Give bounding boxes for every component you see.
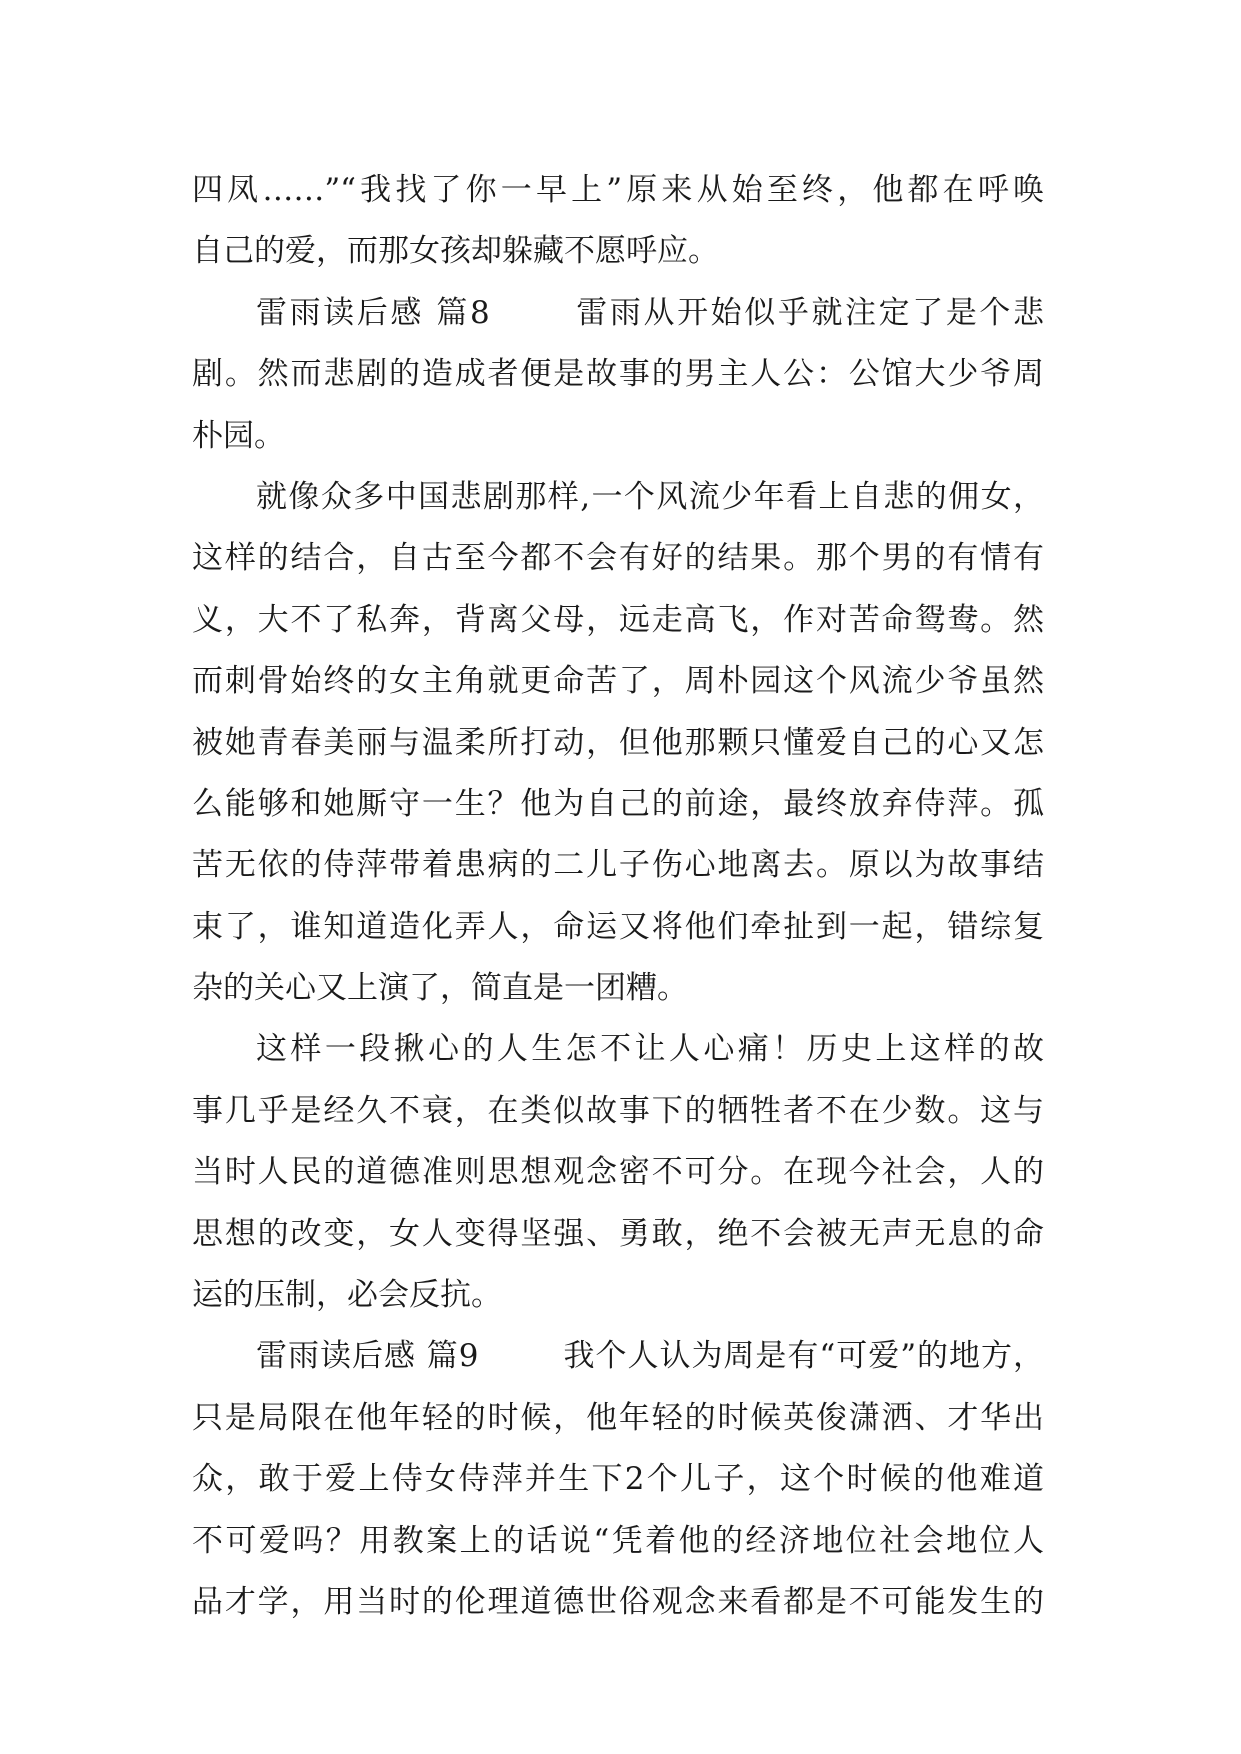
text-line: 品才学，用当时的伦理道德世俗观念来看都是不可能发生的 xyxy=(192,1583,1044,1620)
paragraph-start: 我个人认为周是有“可爱”的地方， xyxy=(562,1338,1044,1375)
text-line: 四凤……”“我找了你一早上”原来从始至终，他都在呼唤 xyxy=(192,172,1044,208)
text-line: 束了，谁知道造化弄人，命运又将他们牵扯到一起，错综复 xyxy=(192,908,1044,945)
text-line: 只是局限在他年轻的时候，他年轻的时候英俊潇洒、才华出 xyxy=(192,1399,1044,1436)
section-heading-line xyxy=(192,1326,1044,1387)
text-line: 思想的改变，女人变得坚强、勇敢，绝不会被无声无息的命 xyxy=(192,1215,1044,1252)
section-heading: 雷雨读后感 篇9 xyxy=(256,1338,479,1375)
text-line: 自己的爱，而那女孩却躲藏不愿呼应。 xyxy=(192,233,719,270)
body-text xyxy=(192,160,1044,1633)
text-line: 运的压制，必会反抗。 xyxy=(192,1277,502,1314)
text-line: 就像众多中国悲剧那样,一个风流少年看上自悲的佣女， xyxy=(256,478,1044,515)
text-line: 苦无依的侍萍带着患病的二儿子伤心地离去。原以为故事结 xyxy=(192,847,1044,884)
text-line: 这样一段揪心的人生怎不让人心痛！历史上这样的故 xyxy=(256,1031,1044,1068)
text-line: 剧。然而悲剧的造成者便是故事的男主人公：公馆大少爷周 xyxy=(192,356,1044,393)
text-line: 当时人民的道德准则思想观念密不可分。在现今社会，人的 xyxy=(192,1154,1044,1191)
paragraph-start: 雷雨从开始似乎就注定了是个悲 xyxy=(573,294,1044,331)
text-line: 事几乎是经久不衰，在类似故事下的牺牲者不在少数。这与 xyxy=(192,1092,1044,1129)
section-heading-line xyxy=(192,283,1044,344)
text-line: 朴园。 xyxy=(192,417,285,454)
text-line: 这样的结合，自古至今都不会有好的结果。那个男的有情有 xyxy=(192,540,1044,577)
text-line: 众，敢于爱上侍女侍萍并生下2个儿子，这个时候的他难道 xyxy=(192,1461,1044,1498)
section-heading: 雷雨读后感 篇8 xyxy=(256,294,490,331)
text-line: 杂的关心又上演了，简直是一团糟。 xyxy=(192,970,688,1007)
text-line: 被她青春美丽与温柔所打动，但他那颗只懂爱自己的心又怎 xyxy=(192,724,1044,761)
text-line: 义，大不了私奔，背离父母，远走高飞，作对苦命鸳鸯。然 xyxy=(192,601,1044,638)
text-line: 不可爱吗？用教案上的话说“凭着他的经济地位社会地位人 xyxy=(192,1522,1044,1559)
text-line: 么能够和她厮守一生？他为自己的前途，最终放弃侍萍。孤 xyxy=(192,785,1044,822)
text-line: 而刺骨始终的女主角就更命苦了，周朴园这个风流少爷虽然 xyxy=(192,663,1044,700)
